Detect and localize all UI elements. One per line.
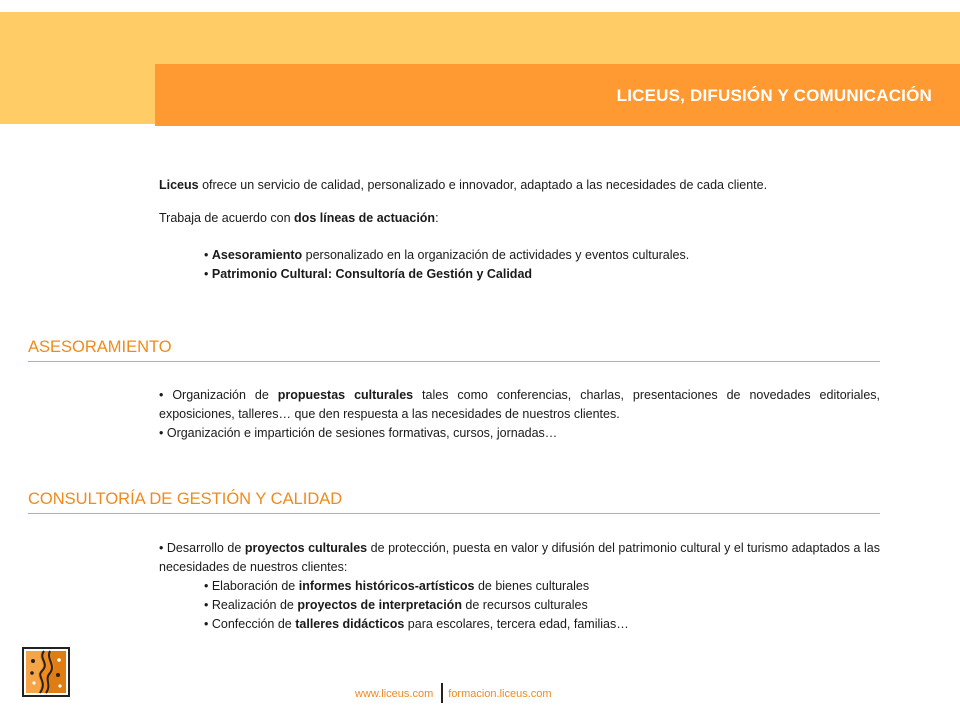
section-title-asesoramiento: ASESORAMIENTO [28,338,880,362]
footer [355,683,552,703]
header-band-dark [155,64,960,126]
consultoria-subitem [159,596,880,615]
asesoramiento-item-1-pre: • Organización de [159,388,278,402]
intro-line-2-pre: Trabaja de acuerdo con [159,211,295,225]
consultoria-sub-1-pre: • Elaboración de [204,579,299,593]
intro-line-2-post: : [435,211,439,225]
footer-link-formacion[interactable]: formacion.liceus.com [448,688,552,700]
footer-link-liceus[interactable]: www.liceus.com [355,688,434,700]
liceus-logo-icon [22,647,70,697]
intro-list-item: • Patrimonio Cultural: Consultoría de Gestión y Calidad [204,267,533,281]
footer-separator [441,683,443,703]
consultoria-subitem [159,615,880,634]
page-title: LICEUS, DIFUSIÓN Y COMUNICACIÓN [616,86,932,105]
intro-brand: Liceus [159,178,199,192]
intro-line-1 [159,176,879,195]
asesoramiento-item [159,386,880,424]
consultoria-sub-1-post: de bienes culturales [474,579,590,593]
consultoria-sub-2-pre: • Realización de [204,598,298,612]
consultoria-item-1-bold: proyectos culturales [244,541,368,555]
intro-line-1-text: ofrece un servicio de calidad, personalizado e innovador, adaptado a las necesidades de cada cliente. [198,178,768,192]
consultoria-sub-3-pre: • Confección de [204,617,296,631]
asesoramiento-item-1-post: tales como conferencias, charlas, presentaciones de novedades editoriales, exposiciones, talleres… que den respuesta a las necesidades de nuestros clientes. [159,388,880,421]
intro-list-item: • Asesoramiento personalizado en la organización de actividades y eventos culturales. [204,248,690,262]
asesoramiento-item-1-bold: propuestas culturales [277,388,414,402]
consultoria-item [159,539,880,577]
consultoria-sub-1-bold: informes históricos-artísticos [298,579,475,593]
asesoramiento-block [159,386,880,443]
intro-block [159,176,879,284]
consultoria-item-1-pre: • Desarrollo de [159,541,245,555]
consultoria-item-1-post: de protección, puesta en valor y difusión del patrimonio cultural y el turismo adaptados a las necesidades de nuestros clientes: [159,541,881,574]
asesoramiento-item: • Organización e impartición de sesiones formativas, cursos, jornadas… [159,426,558,440]
consultoria-sub-3-bold: talleres didácticos [295,617,405,631]
intro-line-2-bold: dos líneas de actuación [294,211,436,225]
intro-bullet-1-text: personalizado en la organización de actividades y eventos culturales. [302,248,690,262]
intro-bullet-2-bold: Patrimonio Cultural: Consultoría de Gestión y Calidad [211,267,533,281]
consultoria-sub-3-post: para escolares, tercera edad, familias… [404,617,629,631]
intro-line-2 [159,209,879,228]
consultoria-subitem [159,577,880,596]
intro-list [159,246,879,284]
consultoria-sub-2-post: de recursos culturales [461,598,588,612]
section-title-consultoria: CONSULTORÍA DE GESTIÓN Y CALIDAD [28,490,880,514]
intro-bullet-1-bold: Asesoramiento [211,248,303,262]
consultoria-sub-2-bold: proyectos de interpretación [297,598,462,612]
consultoria-block [159,539,880,634]
